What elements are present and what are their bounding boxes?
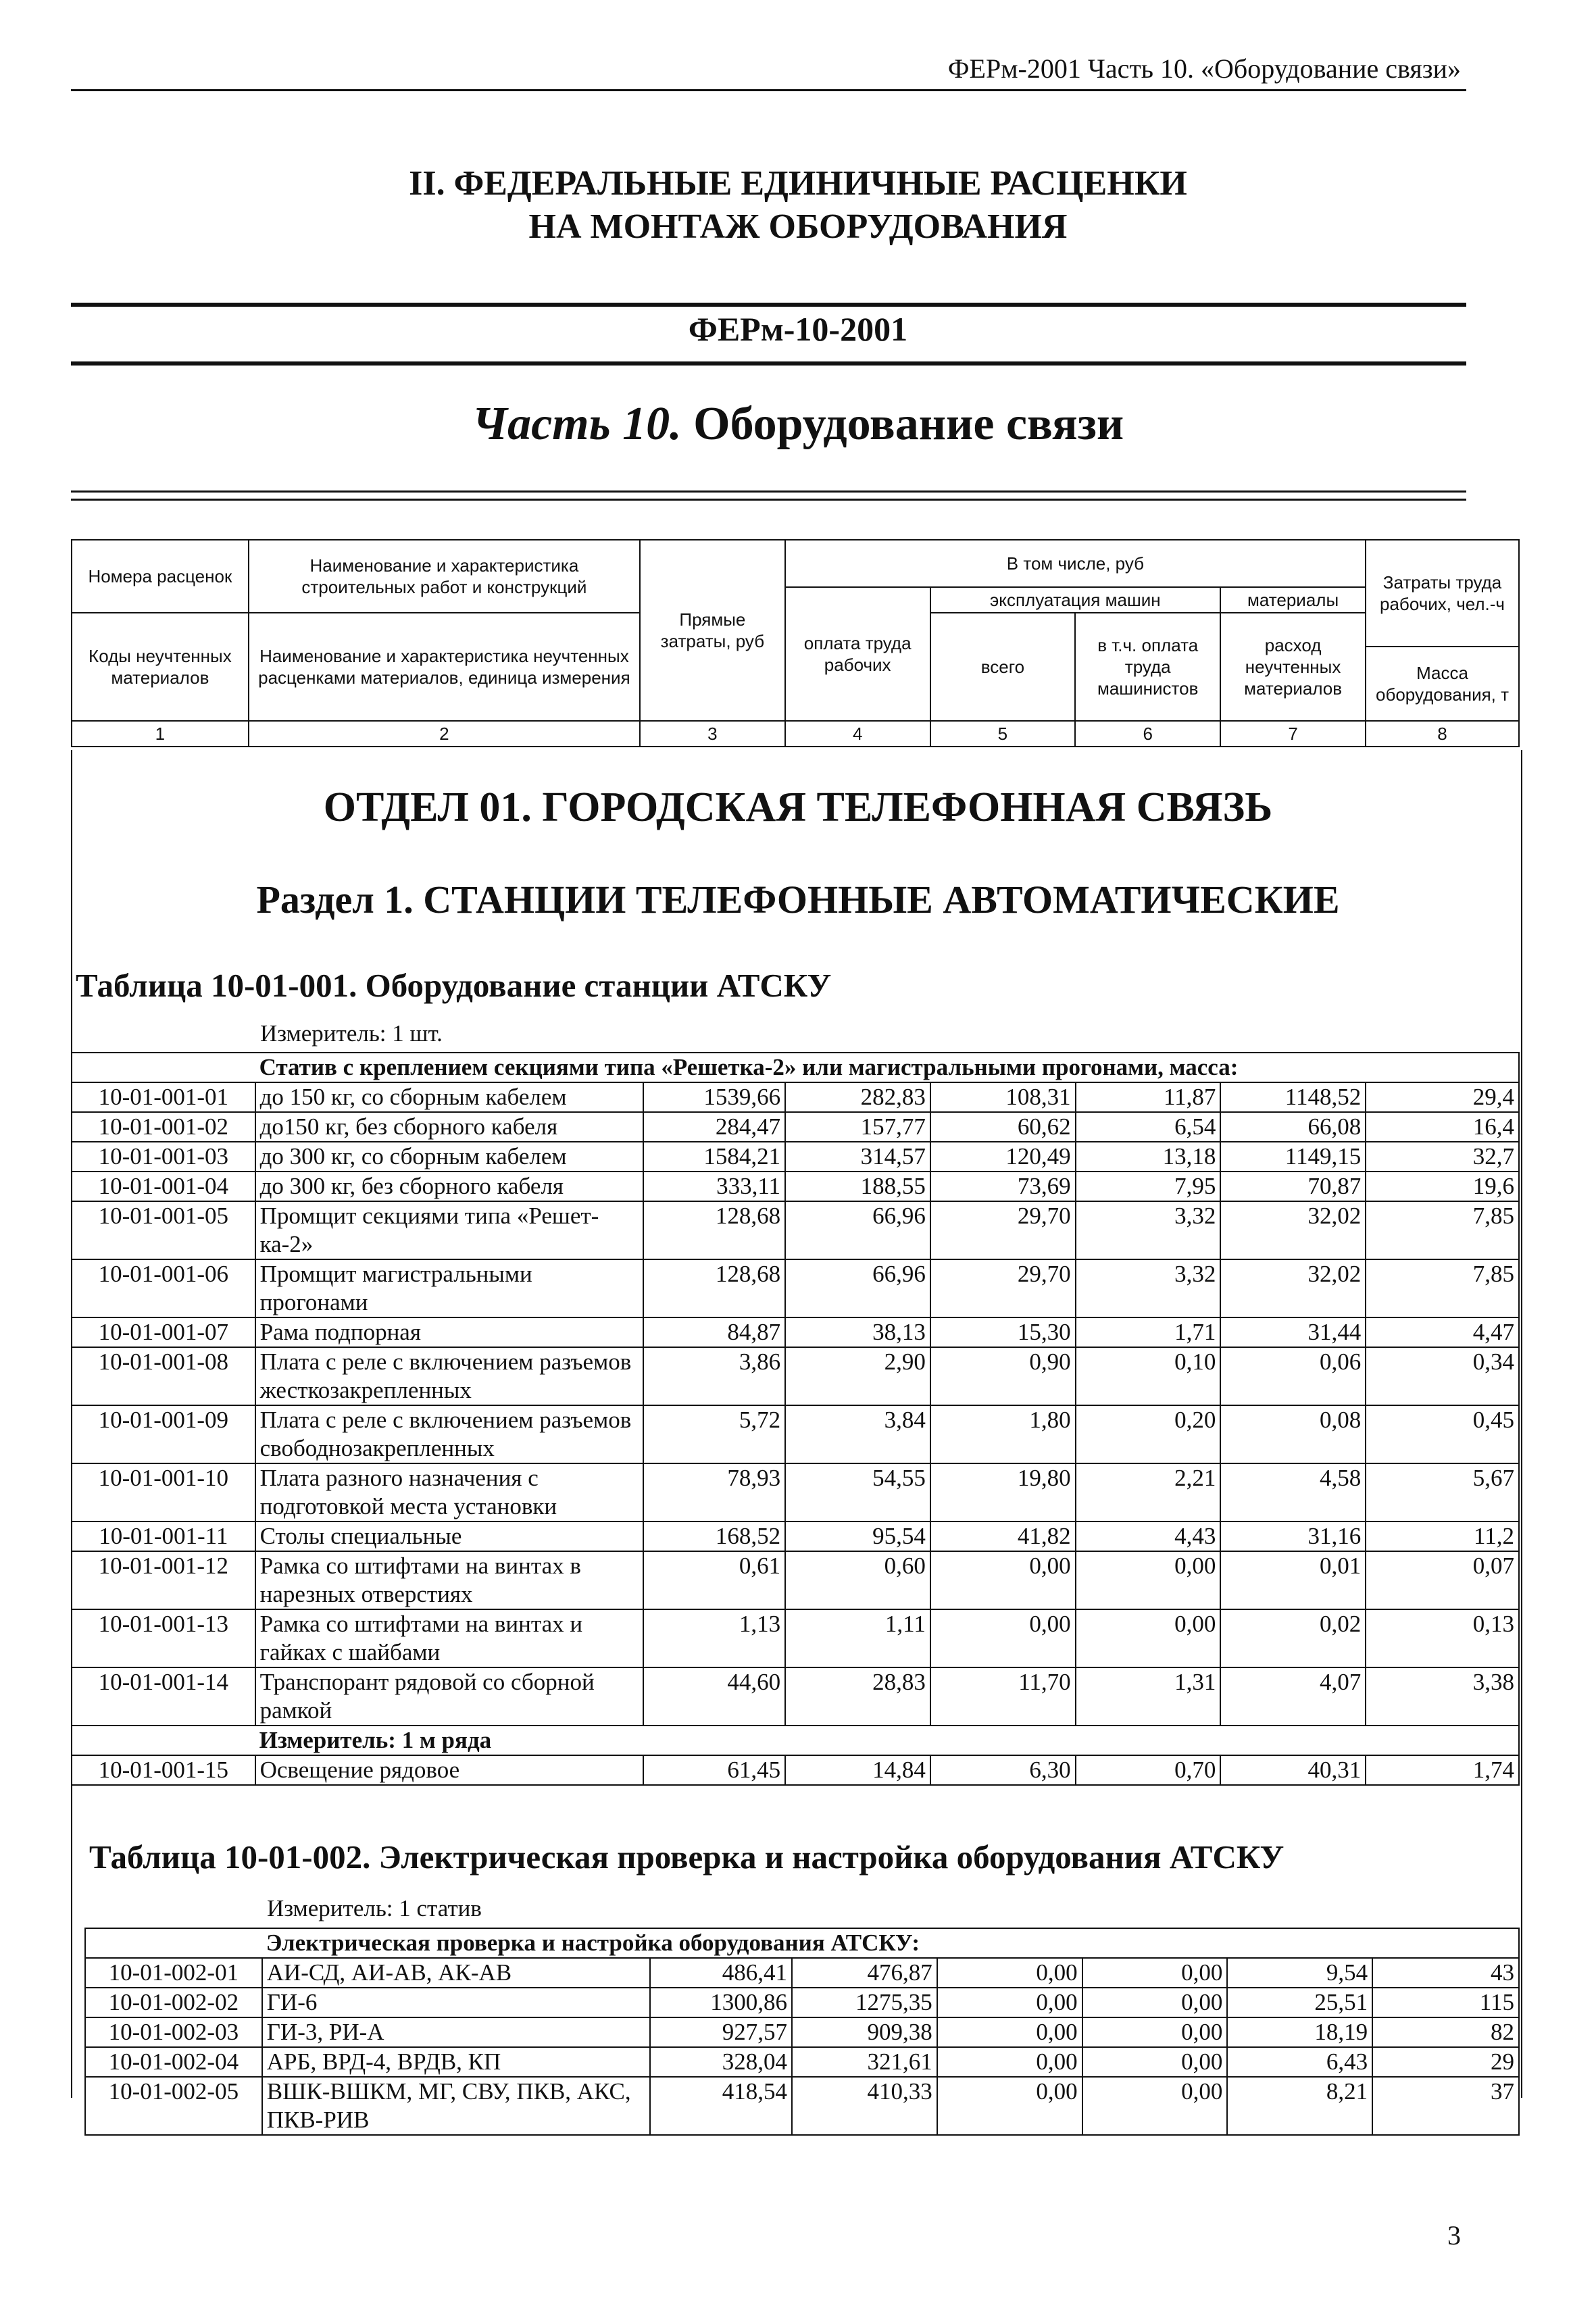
cell-direct-costs: 5,72 [643, 1405, 785, 1463]
cell-rate-code: 10-01-002-05 [85, 2077, 262, 2135]
cell-machines-total: 108,31 [930, 1082, 1076, 1112]
cell-rate-code: 10-01-001-09 [72, 1405, 255, 1463]
cell-worker-pay: 66,96 [785, 1201, 930, 1259]
cell-operator-pay: 1,31 [1076, 1667, 1221, 1726]
cell-labor-hours: 29 [1372, 2047, 1519, 2077]
cell-materials: 32,02 [1220, 1201, 1366, 1259]
cell-materials: 66,08 [1220, 1112, 1366, 1142]
cell-machines-total: 0,00 [937, 1988, 1082, 2017]
col-num-3: 3 [640, 721, 785, 747]
cell-worker-pay: 188,55 [785, 1172, 930, 1201]
page-number: 3 [1447, 2220, 1461, 2250]
col-materials: материалы [1220, 587, 1366, 613]
cell-worker-pay: 0,60 [785, 1551, 930, 1609]
cell-machines-total: 29,70 [930, 1259, 1076, 1317]
cell-machines-total: 60,62 [930, 1112, 1076, 1142]
cell-machines-total: 0,00 [937, 1958, 1082, 1988]
cell-operator-pay: 0,70 [1076, 1755, 1221, 1785]
cell-machines-total: 15,30 [930, 1317, 1076, 1347]
table-row [72, 1317, 1519, 1347]
cell-rate-code: 10-01-001-13 [72, 1609, 255, 1667]
cell-labor-hours: 0,07 [1366, 1551, 1519, 1609]
cell-operator-pay: 7,95 [1076, 1172, 1221, 1201]
cell-labor-hours: 1,74 [1366, 1755, 1519, 1785]
cell-worker-pay: 38,13 [785, 1317, 930, 1347]
cell-materials: 0,06 [1220, 1347, 1366, 1405]
table-row [72, 1755, 1519, 1785]
cell-direct-costs: 1300,86 [650, 1988, 792, 2017]
cell-direct-costs: 1,13 [643, 1609, 785, 1667]
col-rate-numbers: Номера расценок [72, 540, 249, 613]
cell-materials: 0,08 [1220, 1405, 1366, 1463]
cell-worker-pay: 28,83 [785, 1667, 930, 1726]
cell-labor-hours: 4,47 [1366, 1317, 1519, 1347]
cell-direct-costs: 61,45 [643, 1755, 785, 1785]
cell-worker-pay: 1,11 [785, 1609, 930, 1667]
cell-materials: 9,54 [1227, 1958, 1372, 1988]
cell-operator-pay: 0,00 [1082, 1988, 1228, 2017]
cell-rate-code: 10-01-001-02 [72, 1112, 255, 1142]
cell-materials: 31,16 [1220, 1521, 1366, 1551]
cell-worker-pay: 2,90 [785, 1347, 930, 1405]
cell-work-name: Рамка со штифтами на винтах в нарезных отверстиях [255, 1551, 644, 1609]
cell-worker-pay: 1275,35 [792, 1988, 937, 2017]
cell-rate-code: 10-01-001-12 [72, 1551, 255, 1609]
cell-direct-costs: 0,61 [643, 1551, 785, 1609]
cell-worker-pay: 282,83 [785, 1082, 930, 1112]
cell-operator-pay: 0,00 [1082, 1958, 1228, 1988]
cell-materials: 1148,52 [1220, 1082, 1366, 1112]
cell-worker-pay: 476,87 [792, 1958, 937, 1988]
cell-direct-costs: 1584,21 [643, 1142, 785, 1172]
col-labor-costs: Затраты труда рабочих, чел.-ч [1366, 540, 1519, 647]
table-row [85, 2047, 1519, 2077]
cell-operator-pay: 13,18 [1076, 1142, 1221, 1172]
table1-caption: Таблица 10-01-001. Оборудование станции АТСКУ [76, 967, 832, 1004]
running-title: ФЕРм-2001 Часть 10. «Оборудование связи» [947, 53, 1461, 84]
table1-measure2-row [72, 1726, 1519, 1755]
cell-machines-total: 0,90 [930, 1347, 1076, 1405]
table-row [72, 1667, 1519, 1726]
col-material-name: Наименование и характеристика неучтенных расценками материалов, единица измерения [249, 613, 640, 721]
cell-worker-pay: 321,61 [792, 2047, 937, 2077]
table-row [72, 1259, 1519, 1317]
col-num-8: 8 [1366, 721, 1519, 747]
cell-direct-costs: 168,52 [643, 1521, 785, 1551]
cell-labor-hours: 0,45 [1366, 1405, 1519, 1463]
document-code: ФЕРм-10-2001 [688, 310, 908, 348]
col-num-4: 4 [785, 721, 930, 747]
table1-measure: Измеритель: 1 шт. [260, 1020, 443, 1047]
cell-operator-pay: 0,00 [1082, 2077, 1228, 2135]
cell-labor-hours: 43 [1372, 1958, 1519, 1988]
cell-materials: 31,44 [1220, 1317, 1366, 1347]
cell-materials: 0,02 [1220, 1609, 1366, 1667]
cell-labor-hours: 5,67 [1366, 1463, 1519, 1521]
cell-operator-pay: 0,00 [1076, 1551, 1221, 1609]
table-row [72, 1142, 1519, 1172]
cell-direct-costs: 418,54 [650, 2077, 792, 2135]
cell-rate-code: 10-01-001-15 [72, 1755, 255, 1785]
col-equipment-mass: Масса оборудования, т [1366, 647, 1519, 721]
cell-worker-pay: 54,55 [785, 1463, 930, 1521]
cell-work-name: Рамка со штифтами на винтах и гайках с шайбами [255, 1609, 644, 1667]
table-row [85, 2017, 1519, 2047]
cell-worker-pay: 157,77 [785, 1112, 930, 1142]
cell-direct-costs: 78,93 [643, 1463, 785, 1521]
table2 [84, 1928, 1520, 2136]
rule-mid [71, 361, 1466, 366]
cell-labor-hours: 115 [1372, 1988, 1519, 2017]
cell-direct-costs: 284,47 [643, 1112, 785, 1142]
cell-machines-total: 0,00 [930, 1609, 1076, 1667]
otdel-heading: ОТДЕЛ 01. ГОРОДСКАЯ ТЕЛЕФОННАЯ СВЯЗЬ [323, 784, 1273, 830]
cell-rate-code: 10-01-001-11 [72, 1521, 255, 1551]
cell-operator-pay: 6,54 [1076, 1112, 1221, 1142]
cell-materials: 32,02 [1220, 1259, 1366, 1317]
cell-worker-pay: 14,84 [785, 1755, 930, 1785]
cell-work-name: Столы специальные [255, 1521, 644, 1551]
col-group-including: В том числе, руб [785, 540, 1366, 587]
table-row [72, 1463, 1519, 1521]
cell-labor-hours: 7,85 [1366, 1259, 1519, 1317]
cell-machines-total: 120,49 [930, 1142, 1076, 1172]
column-header-table [71, 539, 1520, 747]
main-title-line2: НА МОНТАЖ ОБОРУДОВАНИЯ [528, 207, 1068, 246]
cell-rate-code: 10-01-001-10 [72, 1463, 255, 1521]
table-row [85, 1958, 1519, 1988]
col-num-5: 5 [930, 721, 1076, 747]
table-row [85, 1988, 1519, 2017]
col-work-name: Наименование и характеристика строительных работ и конструкций [249, 540, 640, 613]
part-name: Оборудование связи [693, 398, 1124, 450]
cell-labor-hours: 3,38 [1366, 1667, 1519, 1726]
cell-work-name: ГИ-6 [262, 1988, 650, 2017]
cell-direct-costs: 486,41 [650, 1958, 792, 1988]
table1-measure2-row-label: Измеритель: 1 м ряда [255, 1726, 1519, 1755]
table2-caption: Таблица 10-01-002. Электрическая проверка и настройка оборудования АТСКУ [89, 1838, 1285, 1876]
cell-machines-total: 0,00 [937, 2017, 1082, 2047]
cell-worker-pay: 95,54 [785, 1521, 930, 1551]
cell-operator-pay: 0,00 [1082, 2017, 1228, 2047]
cell-labor-hours: 7,85 [1366, 1201, 1519, 1259]
table2-group-row-label: Электрическая проверка и настройка оборудования АТСКУ: [262, 1928, 1519, 1958]
cell-work-name: Промщит магистральными прогонами [255, 1259, 644, 1317]
cell-rate-code: 10-01-001-06 [72, 1259, 255, 1317]
table-row [72, 1201, 1519, 1259]
cell-rate-code: 10-01-002-02 [85, 1988, 262, 2017]
table1 [71, 1052, 1520, 1786]
table-row [72, 1521, 1519, 1551]
cell-machines-total: 0,00 [937, 2047, 1082, 2077]
table-row [72, 1082, 1519, 1112]
table1-group-row-label: Статив с креплением секциями типа «Решетка-2» или магистральными прогонами, масса: [255, 1053, 1519, 1082]
cell-work-name: Освещение рядовое [255, 1755, 644, 1785]
col-operator-pay: в т.ч. оплата труда машинистов [1075, 613, 1220, 721]
cell-worker-pay: 66,96 [785, 1259, 930, 1317]
cell-machines-total: 73,69 [930, 1172, 1076, 1201]
cell-labor-hours: 32,7 [1366, 1142, 1519, 1172]
cell-machines-total: 29,70 [930, 1201, 1076, 1259]
cell-operator-pay: 0,00 [1082, 2047, 1228, 2077]
table2-group-row [85, 1928, 1519, 1958]
table-row [72, 1347, 1519, 1405]
cell-work-name: ВШК-ВШКМ, МГ, СВУ, ПКВ, АКС, ПКВ-РИВ [262, 2077, 650, 2135]
cell-work-name: Рама подпорная [255, 1317, 644, 1347]
cell-operator-pay: 4,43 [1076, 1521, 1221, 1551]
cell-direct-costs: 333,11 [643, 1172, 785, 1201]
cell-materials: 8,21 [1227, 2077, 1372, 2135]
cell-direct-costs: 84,87 [643, 1317, 785, 1347]
cell-rate-code: 10-01-001-07 [72, 1317, 255, 1347]
cell-rate-code: 10-01-002-03 [85, 2017, 262, 2047]
col-num-7: 7 [1220, 721, 1366, 747]
cell-work-name: Плата разного назначения с подготовкой места установки [255, 1463, 644, 1521]
cell-operator-pay: 2,21 [1076, 1463, 1221, 1521]
cell-worker-pay: 410,33 [792, 2077, 937, 2135]
cell-rate-code: 10-01-001-14 [72, 1667, 255, 1726]
cell-direct-costs: 927,57 [650, 2017, 792, 2047]
cell-worker-pay: 314,57 [785, 1142, 930, 1172]
cell-rate-code: 10-01-002-01 [85, 1958, 262, 1988]
col-machines: эксплуатация машин [930, 587, 1221, 613]
cell-materials: 70,87 [1220, 1172, 1366, 1201]
table-row [72, 1405, 1519, 1463]
cell-materials: 4,07 [1220, 1667, 1366, 1726]
cell-work-name: ГИ-3, РИ-А [262, 2017, 650, 2047]
cell-labor-hours: 11,2 [1366, 1521, 1519, 1551]
cell-operator-pay: 11,87 [1076, 1082, 1221, 1112]
cell-machines-total: 1,80 [930, 1405, 1076, 1463]
col-num-1: 1 [72, 721, 249, 747]
cell-operator-pay: 0,00 [1076, 1609, 1221, 1667]
cell-machines-total: 0,00 [937, 2077, 1082, 2135]
col-num-6: 6 [1075, 721, 1220, 747]
col-material-consumption: расход неучтенных материалов [1220, 613, 1366, 721]
cell-direct-costs: 128,68 [643, 1259, 785, 1317]
cell-rate-code: 10-01-001-01 [72, 1082, 255, 1112]
cell-rate-code: 10-01-002-04 [85, 2047, 262, 2077]
cell-labor-hours: 82 [1372, 2017, 1519, 2047]
part-title [0, 397, 1596, 451]
cell-labor-hours: 16,4 [1366, 1112, 1519, 1142]
cell-operator-pay: 3,32 [1076, 1259, 1221, 1317]
col-direct-costs: Прямые затраты, руб [640, 540, 785, 721]
col-material-codes: Коды неучтенных материалов [72, 613, 249, 721]
rule-double-2 [71, 499, 1466, 501]
cell-work-name: Промщит секциями типа «Решет-ка-2» [255, 1201, 644, 1259]
table-row [85, 2077, 1519, 2135]
cell-rate-code: 10-01-001-08 [72, 1347, 255, 1405]
table1-group-row [72, 1053, 1519, 1082]
cell-direct-costs: 3,86 [643, 1347, 785, 1405]
col-worker-pay: оплата труда рабочих [785, 587, 930, 721]
cell-materials: 40,31 [1220, 1755, 1366, 1785]
cell-rate-code: 10-01-001-03 [72, 1142, 255, 1172]
cell-machines-total: 19,80 [930, 1463, 1076, 1521]
cell-direct-costs: 328,04 [650, 2047, 792, 2077]
cell-worker-pay: 3,84 [785, 1405, 930, 1463]
table-row [72, 1551, 1519, 1609]
cell-labor-hours: 37 [1372, 2077, 1519, 2135]
cell-materials: 25,51 [1227, 1988, 1372, 2017]
main-title [0, 162, 1596, 249]
cell-machines-total: 11,70 [930, 1667, 1076, 1726]
cell-worker-pay: 909,38 [792, 2017, 937, 2047]
part-prefix: Часть 10. [472, 398, 682, 450]
cell-operator-pay: 1,71 [1076, 1317, 1221, 1347]
cell-materials: 6,43 [1227, 2047, 1372, 2077]
col-num-2: 2 [249, 721, 640, 747]
cell-direct-costs: 1539,66 [643, 1082, 785, 1112]
table-row [72, 1172, 1519, 1201]
cell-work-name: до 300 кг, без сборного кабеля [255, 1172, 644, 1201]
main-title-line1: II. ФЕДЕРАЛЬНЫЕ ЕДИНИЧНЫЕ РАСЦЕНКИ [409, 164, 1187, 203]
cell-work-name: АИ-СД, АИ-АВ, АК-АВ [262, 1958, 650, 1988]
cell-labor-hours: 0,13 [1366, 1609, 1519, 1667]
cell-machines-total: 6,30 [930, 1755, 1076, 1785]
table2-measure: Измеритель: 1 статив [267, 1895, 482, 1921]
cell-operator-pay: 0,20 [1076, 1405, 1221, 1463]
cell-machines-total: 41,82 [930, 1521, 1076, 1551]
cell-operator-pay: 3,32 [1076, 1201, 1221, 1259]
table-row [72, 1609, 1519, 1667]
cell-work-name: Транспорант рядовой со сборной рамкой [255, 1667, 644, 1726]
cell-work-name: до 300 кг, со сборным кабелем [255, 1142, 644, 1172]
cell-work-name: Плата с реле с включением разъемов свободнозакрепленных [255, 1405, 644, 1463]
cell-operator-pay: 0,10 [1076, 1347, 1221, 1405]
cell-rate-code: 10-01-001-04 [72, 1172, 255, 1201]
cell-labor-hours: 19,6 [1366, 1172, 1519, 1201]
rule-double-1 [71, 491, 1466, 493]
cell-work-name: до150 кг, без сборного кабеля [255, 1112, 644, 1142]
razdel-heading: Раздел 1. СТАНЦИИ ТЕЛЕФОННЫЕ АВТОМАТИЧЕСКИЕ [256, 878, 1340, 922]
cell-rate-code: 10-01-001-05 [72, 1201, 255, 1259]
cell-machines-total: 0,00 [930, 1551, 1076, 1609]
cell-work-name: до 150 кг, со сборным кабелем [255, 1082, 644, 1112]
cell-materials: 1149,15 [1220, 1142, 1366, 1172]
cell-labor-hours: 0,34 [1366, 1347, 1519, 1405]
cell-work-name: Плата с реле с включением разъемов жесткозакрепленных [255, 1347, 644, 1405]
header-rule [71, 89, 1466, 91]
table-row [72, 1112, 1519, 1142]
cell-materials: 0,01 [1220, 1551, 1366, 1609]
cell-direct-costs: 128,68 [643, 1201, 785, 1259]
cell-materials: 18,19 [1227, 2017, 1372, 2047]
cell-labor-hours: 29,4 [1366, 1082, 1519, 1112]
cell-work-name: АРБ, ВРД-4, ВРДВ, КП [262, 2047, 650, 2077]
rule-top [71, 303, 1466, 307]
cell-materials: 4,58 [1220, 1463, 1366, 1521]
cell-direct-costs: 44,60 [643, 1667, 785, 1726]
col-machines-total: всего [930, 613, 1076, 721]
